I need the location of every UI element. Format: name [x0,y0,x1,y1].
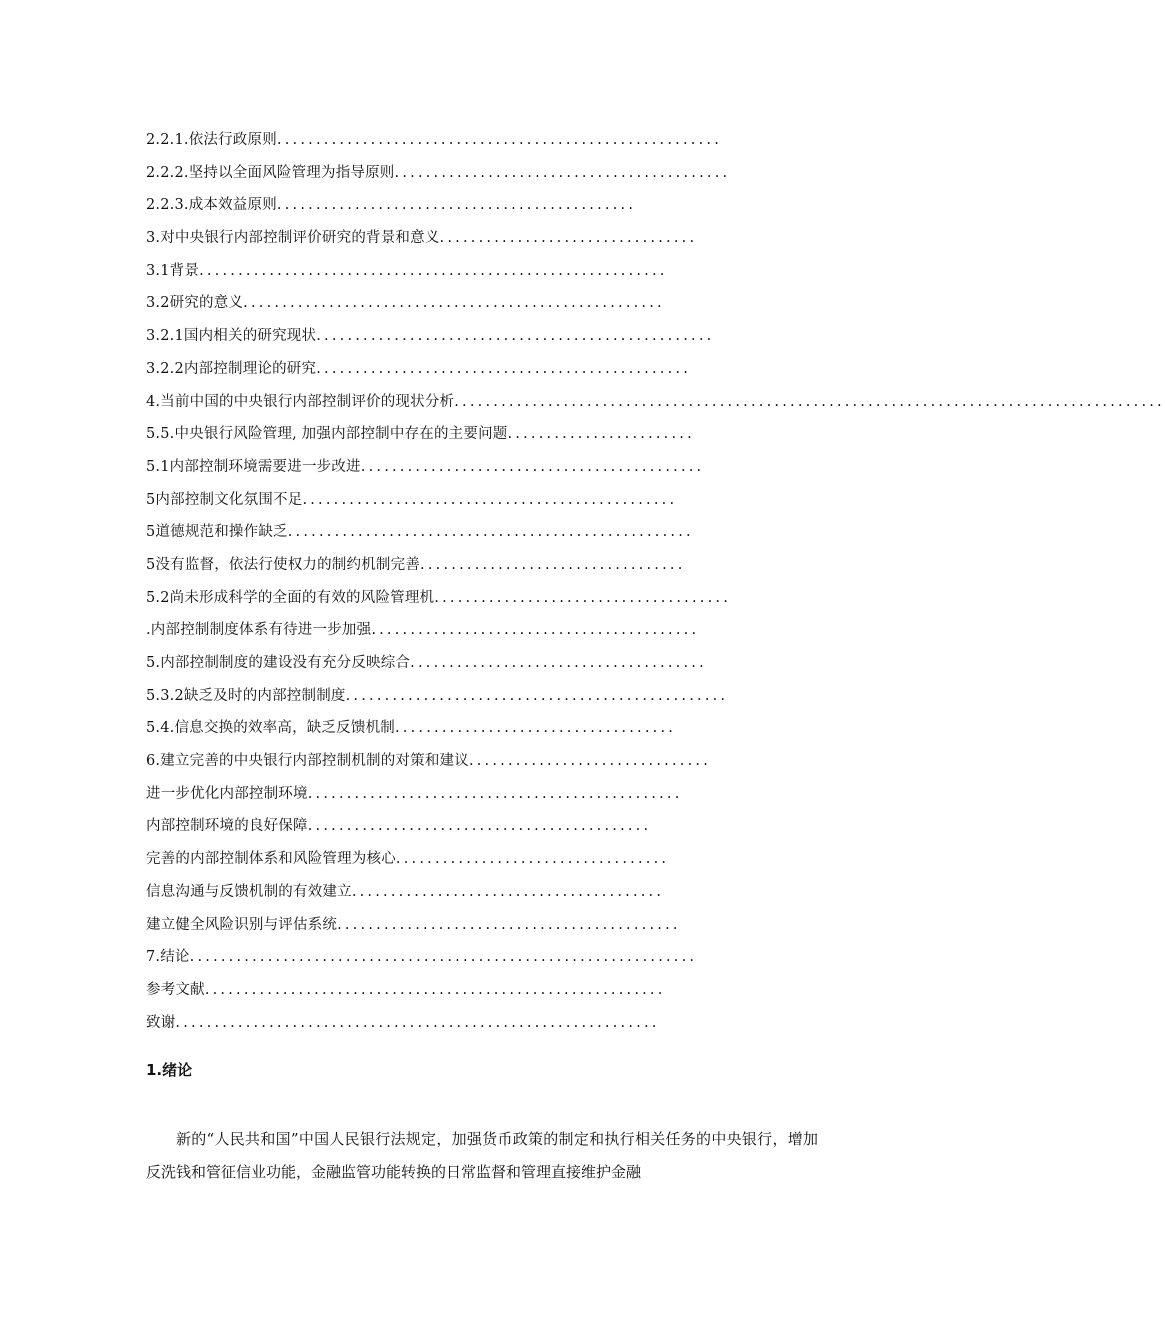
toc-leader-dots: ............................... [468,753,712,770]
body-paragraph: 新的“人民共和国”中国人民银行法规定，加强货币政策的制定和执行相关任务的中央银行，增加反洗钱和管征信业功能，金融监管功能转换的日常监督和管理直接维护金融 [146,1130,818,1181]
toc-entry [146,128,826,161]
toc-entry-title: 3.对中央银行内部控制评价研究的背景和意义 [146,230,440,247]
toc-leader-dots: ............................................ [307,818,652,835]
toc-leader-dots: .................................. [420,556,686,573]
toc-entry [146,390,1165,423]
table-of-contents [146,128,1165,1043]
toc-entry [146,455,826,488]
toc-entry-title: 5.内部控制制度的建设没有充分反映综合 [146,655,411,671]
toc-leader-dots: ........................................ [351,883,665,900]
toc-entry [146,749,826,782]
toc-leader-dots: ............................................ [337,916,681,933]
toc-entry-title: 5没有监督，依法行使权力的制约机制完善 [146,556,421,573]
toc-entry-title: 5.2尚未形成科学的全面的有效的风险管理机 [146,589,435,606]
toc-leader-dots: ................................. [439,230,698,247]
toc-entry-title: 6.建立完善的中央银行内部控制机制的对策和建议 [146,753,469,770]
toc-entry [146,226,826,259]
toc-entry [146,716,826,749]
toc-entry [146,684,826,717]
toc-entry [146,618,826,651]
toc-entry [146,291,826,324]
toc-entry [146,782,826,815]
toc-leader-dots: ................................................ [302,491,678,508]
toc-entry [146,586,826,619]
toc-leader-dots: ................................................................. [189,949,698,966]
toc-entry [146,422,826,455]
toc-leader-dots: ...................................... [410,655,707,671]
toc-leader-dots: ................................................ [307,785,683,802]
toc-leader-dots: ................................................. [345,687,729,704]
toc-entry [146,1011,826,1044]
toc-entry [146,520,826,553]
toc-entry-title: 完善的内部控制体系和风险管理为核心 [146,851,396,868]
toc-leader-dots: ........................................................... [204,981,666,998]
toc-leader-dots: ............................................................ [199,262,668,279]
toc-entry-title: 参考文献 [146,981,205,998]
toc-entry [146,847,826,880]
toc-leader-dots: ...................................... [434,589,732,606]
toc-entry-title: 3.1背景 [146,262,200,279]
toc-entry-title: 建立健全风险识别与评估系统 [146,916,338,933]
toc-entry [146,978,826,1011]
toc-leader-dots: .............................................. [276,197,637,214]
toc-entry [146,814,826,847]
toc-entry [146,913,826,946]
toc-entry [146,880,826,913]
toc-entry-title: 3.2研究的意义 [146,295,244,312]
toc-entry-title: 2.2.1.依法行政原则 [146,132,277,148]
toc-entry-title: 2.2.2.坚持以全面风险管理为指导原则 [146,164,395,181]
toc-entry [146,357,826,390]
toc-leader-dots: .............................................................. [175,1014,660,1031]
toc-entry-title: 内部控制环境的良好保障 [146,818,308,835]
toc-leader-dots: .................................... [394,720,677,737]
toc-entry [146,324,826,357]
toc-entry-title: 5.5.中央银行风险管理, 加强内部控制中存在的主要问题 [146,426,508,443]
toc-leader-dots: .................................................... [287,524,694,541]
toc-entry-title: 5内部控制文化氛围不足 [146,491,303,508]
toc-entry-title: 致谢 [146,1014,176,1031]
toc-leader-dots: ........................................... [394,164,731,181]
toc-leader-dots: ................................................... [316,328,715,345]
toc-entry-title: 3.2.2内部控制理论的研究 [146,360,317,377]
toc-entry [146,651,826,684]
toc-leader-dots: .......................................... [371,622,700,639]
toc-leader-dots: ................................... [395,851,670,868]
toc-entry [146,553,826,586]
toc-entry [146,193,826,226]
section-heading: 1.绪论 [146,1061,193,1079]
toc-entry-title: 5道德规范和操作缺乏 [146,524,288,541]
toc-leader-dots: ............................................ [360,458,705,475]
toc-entry-title: 信息沟通与反馈机制的有效建立 [146,883,352,900]
toc-entry [146,161,826,194]
toc-leader-dots: ......................................................... [276,132,723,148]
toc-entry-title: 3.2.1国内相关的研究现状 [146,328,317,345]
toc-entry [146,488,826,521]
toc-entry-title: .内部控制制度体系有待进一步加强 [146,622,372,639]
toc-entry-title: 5.4.信息交换的效率高，缺乏反馈机制 [146,720,395,737]
toc-leader-dots: ...................................................... [243,295,665,312]
toc-entry-title: 5.1内部控制环境需要进一步改进 [146,458,361,475]
toc-entry-title: 4.当前中国的中央银行内部控制评价的现状分析 [146,393,455,410]
toc-leader-dots: ........................ [507,426,695,443]
toc-leader-dots: ........................................................................................... [454,393,1165,410]
toc-entry-title: 7.结论 [146,949,190,966]
toc-leader-dots: ................................................ [316,360,692,377]
toc-entry [146,259,826,292]
toc-entry [146,945,826,978]
toc-entry-title: 2.2.3.成本效益原则 [146,197,277,214]
toc-entry-title: 进一步优化内部控制环境 [146,785,308,802]
toc-entry-title: 5.3.2缺乏及时的内部控制制度 [146,687,346,704]
